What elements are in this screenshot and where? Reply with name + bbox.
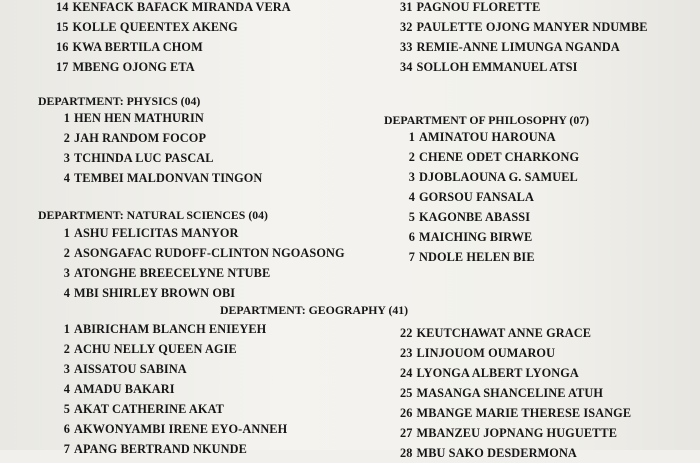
item-number: 1 [63, 111, 70, 125]
item-number: 28 [400, 446, 413, 460]
list-item [400, 363, 631, 383]
item-number: 3 [408, 170, 415, 184]
list-item [400, 17, 648, 37]
item-name: KEUTCHAWAT ANNE GRACE [416, 326, 592, 340]
item-name: AMINATOU HAROUNA [419, 130, 556, 144]
item-number: 33 [400, 40, 413, 54]
list-item [60, 168, 262, 188]
name-list [400, 323, 631, 463]
item-number: 4 [408, 190, 415, 204]
list-item [60, 128, 262, 148]
item-name: ACHU NELLY QUEEN AGIE [74, 342, 237, 356]
item-number: 5 [408, 210, 415, 224]
item-name: ASHU FELICITAS MANYOR [74, 226, 239, 240]
item-name: APANG BERTRAND NKUNDE [74, 442, 247, 456]
item-name: MBENG OJONG ETA [72, 60, 195, 74]
item-number: 22 [400, 326, 413, 340]
item-name: AKWONYAMBI IRENE EYO-ANNEH [74, 422, 288, 436]
item-name: SOLLOH EMMANUEL ATSI [416, 60, 578, 74]
item-number: 32 [400, 20, 413, 34]
item-number: 4 [63, 382, 70, 396]
item-name: KAGONBE ABASSI [419, 210, 531, 224]
item-name: MBU SAKO DESDERMONA [416, 446, 577, 460]
name-list [56, 0, 291, 77]
name-list [405, 127, 579, 267]
list-item [60, 319, 287, 339]
item-name: PAGNOU FLORETTE [416, 0, 541, 14]
list-item [405, 127, 579, 147]
item-name: KENFACK BAFACK MIRANDA VERA [72, 0, 291, 14]
list-item [60, 243, 345, 263]
item-number: 34 [400, 60, 413, 74]
item-name: GORSOU FANSALA [419, 190, 534, 204]
name-list [60, 319, 287, 459]
item-name: AKAT CATHERINE AKAT [74, 402, 224, 416]
item-number: 3 [63, 362, 70, 376]
list-item [60, 419, 287, 439]
item-name: HEN HEN MATHURIN [74, 111, 204, 125]
item-number: 2 [63, 246, 70, 260]
name-list [400, 0, 648, 77]
list-item [405, 227, 579, 247]
item-name: ATONGHE BREECELYNE NTUBE [74, 266, 271, 280]
item-name: DJOBLAOUNA G. SAMUEL [419, 170, 578, 184]
item-number: 1 [63, 322, 70, 336]
department-heading: DEPARTMENT: GEOGRAPHY (41) [220, 303, 409, 317]
department-heading: DEPARTMENT: NATURAL SCIENCES (04) [38, 208, 268, 222]
item-number: 3 [63, 266, 70, 280]
item-name: TEMBEI MALDONVAN TINGON [74, 171, 263, 185]
item-name: MBANGE MARIE THERESE ISANGE [416, 406, 632, 420]
item-number: 17 [56, 60, 69, 74]
list-item [400, 443, 631, 463]
list-item [56, 17, 291, 37]
item-number: 25 [400, 386, 413, 400]
list-item [400, 0, 648, 17]
list-item [60, 148, 262, 168]
item-name: TCHINDA LUC PASCAL [74, 151, 214, 165]
item-number: 31 [400, 0, 413, 14]
list-item [60, 263, 345, 283]
item-name: CHENE ODET CHARKONG [419, 150, 580, 164]
item-name: MASANGA SHANCELINE ATUH [416, 386, 604, 400]
department-heading: DEPARTMENT: PHYSICS (04) [38, 94, 201, 108]
item-name: LINJOUOM OUMAROU [416, 346, 556, 360]
name-list [60, 108, 262, 188]
item-number: 3 [63, 151, 70, 165]
list-item [400, 323, 631, 343]
item-name: MBI SHIRLEY BROWN OBI [74, 286, 236, 300]
item-name: NDOLE HELEN BIE [419, 250, 535, 264]
item-number: 23 [400, 346, 413, 360]
list-item [400, 383, 631, 403]
list-item [405, 247, 579, 267]
item-name: KWA BERTILA CHOM [72, 40, 203, 54]
item-name: MBANZEU JOPNANG HUGUETTE [416, 426, 618, 440]
item-number: 6 [408, 230, 415, 244]
item-name: AISSATOU SABINA [74, 362, 187, 376]
list-item [56, 57, 291, 77]
list-item [405, 187, 579, 207]
item-name: KOLLE QUEENTEX AKENG [72, 20, 238, 34]
list-item [400, 343, 631, 363]
department-heading: DEPARTMENT OF PHILOSOPHY (07) [384, 113, 590, 127]
item-name: JAH RANDOM FOCOP [74, 131, 207, 145]
list-item [400, 423, 631, 443]
item-number: 24 [400, 366, 413, 380]
item-number: 2 [408, 150, 415, 164]
list-item [60, 339, 287, 359]
item-name: REMIE-ANNE LIMUNGA NGANDA [416, 40, 620, 54]
list-item [60, 283, 345, 303]
list-item [60, 108, 262, 128]
item-number: 1 [408, 130, 415, 144]
list-item [405, 207, 579, 227]
list-item [400, 37, 648, 57]
item-number: 4 [63, 171, 70, 185]
list-item [405, 167, 579, 187]
item-number: 4 [63, 286, 70, 300]
item-name: ASONGAFAC RUDOFF-CLINTON NGOASONG [74, 246, 345, 260]
item-number: 1 [63, 226, 70, 240]
name-list [60, 223, 345, 303]
item-number: 16 [56, 40, 69, 54]
item-name: LYONGA ALBERT LYONGA [416, 366, 579, 380]
list-item [60, 223, 345, 243]
list-item [405, 147, 579, 167]
item-number: 26 [400, 406, 413, 420]
item-number: 2 [63, 131, 70, 145]
list-item [60, 439, 287, 459]
item-number: 7 [63, 442, 70, 456]
item-name: MAICHING BIRWE [419, 230, 533, 244]
list-item [60, 399, 287, 419]
item-number: 5 [63, 402, 70, 416]
list-item [60, 379, 287, 399]
list-item [400, 57, 648, 77]
item-number: 2 [63, 342, 70, 356]
item-name: AMADU BAKARI [74, 382, 175, 396]
list-item [56, 37, 291, 57]
item-number: 14 [56, 0, 69, 14]
list-item [56, 0, 291, 17]
list-item [60, 359, 287, 379]
item-number: 27 [400, 426, 413, 440]
item-name: PAULETTE OJONG MANYER NDUMBE [416, 20, 648, 34]
item-number: 6 [63, 422, 70, 436]
item-number: 7 [408, 250, 415, 264]
item-name: ABIRICHAM BLANCH ENIEYEH [74, 322, 267, 336]
item-number: 15 [56, 20, 69, 34]
list-item [400, 403, 631, 423]
